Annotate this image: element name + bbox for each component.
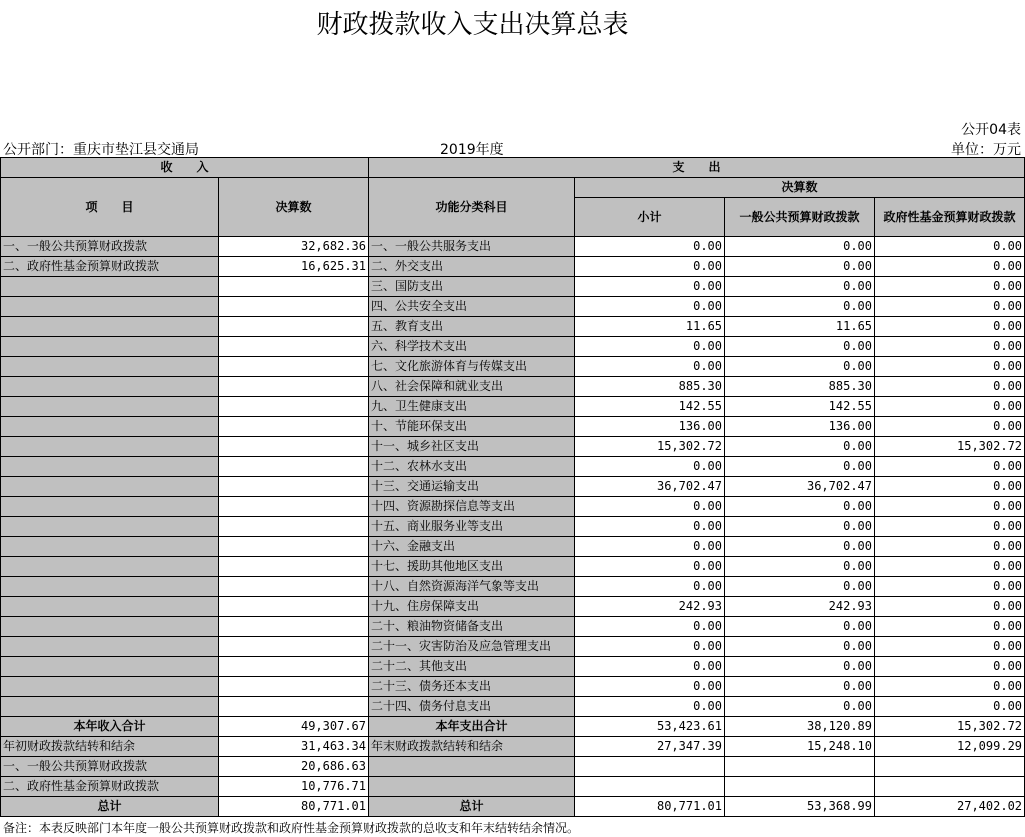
expense-item-label: 二、外交支出: [369, 257, 575, 277]
expense-subtotal: 0.00: [575, 657, 725, 677]
table-row: [1, 397, 1025, 417]
expense-subtotal: 0.00: [575, 357, 725, 377]
income-item-value: [219, 397, 369, 417]
table-row: [1, 457, 1025, 477]
expense-subtotal: 885.30: [575, 377, 725, 397]
empty-cell: [369, 777, 575, 797]
carry-detail-value: 10,776.71: [219, 777, 369, 797]
header-row-1: [1, 158, 1025, 178]
expense-general: 0.00: [725, 657, 875, 677]
year-total-row: [1, 717, 1025, 737]
expense-item-label: 五、教育支出: [369, 317, 575, 337]
expense-gov-fund: 0.00: [875, 537, 1025, 557]
expense-subtotal: 0.00: [575, 237, 725, 257]
unit-label: 单位：万元: [951, 142, 1021, 158]
expense-general: 242.93: [725, 597, 875, 617]
income-item-value: [219, 597, 369, 617]
income-item-value: 16,625.31: [219, 257, 369, 277]
empty-cell: [575, 757, 725, 777]
empty-cell: [369, 757, 575, 777]
carry-over-row: [1, 737, 1025, 757]
table-row: [1, 597, 1025, 617]
expense-gov-fund: 0.00: [875, 317, 1025, 337]
income-item-label: 二、政府性基金预算财政拨款: [1, 257, 219, 277]
header-row-2: [1, 178, 1025, 198]
income-item-value: [219, 557, 369, 577]
expense-item-label: 七、文化旅游体育与传媒支出: [369, 357, 575, 377]
income-item-value: [219, 337, 369, 357]
expense-gov-fund: 0.00: [875, 597, 1025, 617]
expense-item-label: 十、节能环保支出: [369, 417, 575, 437]
expense-general: 0.00: [725, 537, 875, 557]
income-item-label: [1, 457, 219, 477]
expense-item-label: 十九、住房保障支出: [369, 597, 575, 617]
carry-detail-value: 20,686.63: [219, 757, 369, 777]
expense-gov-fund: 0.00: [875, 577, 1025, 597]
income-item-value: [219, 377, 369, 397]
table-row: [1, 557, 1025, 577]
table-row: [1, 677, 1025, 697]
expense-subtotal: 0.00: [575, 617, 725, 637]
expense-gov-fund: 0.00: [875, 497, 1025, 517]
expense-gov-fund: 27,402.02: [875, 797, 1025, 817]
expense-general: 0.00: [725, 457, 875, 477]
expense-item-label: 二十、粮油物资储备支出: [369, 617, 575, 637]
table-row: [1, 517, 1025, 537]
expense-gov-fund: 0.00: [875, 517, 1025, 537]
expense-general: 0.00: [725, 497, 875, 517]
expense-general: 0.00: [725, 617, 875, 637]
expense-gov-fund: 0.00: [875, 557, 1025, 577]
expense-item-label: 十六、金融支出: [369, 537, 575, 557]
expense-general: 885.30: [725, 377, 875, 397]
expense-gov-fund: 0.00: [875, 297, 1025, 317]
income-item-value: [219, 697, 369, 717]
expense-subtotal: 27,347.39: [575, 737, 725, 757]
table-row: [1, 697, 1025, 717]
table-row: [1, 617, 1025, 637]
expense-item-label: 十三、交通运输支出: [369, 477, 575, 497]
income-item-value: [219, 357, 369, 377]
expense-item-label: 九、卫生健康支出: [369, 397, 575, 417]
expense-gov-fund: 0.00: [875, 677, 1025, 697]
income-item-label: [1, 337, 219, 357]
expense-gov-fund: 0.00: [875, 257, 1025, 277]
carry-detail-row: [1, 777, 1025, 797]
general-header: 一般公共预算财政拨款: [725, 198, 875, 237]
table-row: [1, 537, 1025, 557]
income-item-value: 32,682.36: [219, 237, 369, 257]
expense-subtotal: 0.00: [575, 577, 725, 597]
expense-subtotal: 0.00: [575, 697, 725, 717]
income-label: 年初财政拨款结转和结余: [1, 737, 219, 757]
amount-header: 决算数: [219, 178, 369, 237]
expense-general: 0.00: [725, 697, 875, 717]
expense-general: 0.00: [725, 257, 875, 277]
expense-gov-fund: 15,302.72: [875, 437, 1025, 457]
expense-item-label: 三、国防支出: [369, 277, 575, 297]
expense-item-label: 二十三、债务还本支出: [369, 677, 575, 697]
expense-item-label: 四、公共安全支出: [369, 297, 575, 317]
income-value: 80,771.01: [219, 797, 369, 817]
income-item-label: [1, 297, 219, 317]
expense-item-label: 一、一般公共服务支出: [369, 237, 575, 257]
income-item-label: [1, 417, 219, 437]
expense-item-label: 十四、资源勘探信息等支出: [369, 497, 575, 517]
expense-subtotal: 0.00: [575, 677, 725, 697]
table-row: [1, 637, 1025, 657]
expense-gov-fund: 0.00: [875, 477, 1025, 497]
income-item-value: [219, 677, 369, 697]
expense-header: 支 出: [369, 158, 1025, 178]
page-title: 财政拨款收入支出决算总表: [316, 10, 629, 40]
expense-gov-fund: 0.00: [875, 417, 1025, 437]
income-item-label: [1, 577, 219, 597]
income-label: 总计: [1, 797, 219, 817]
income-value: 31,463.34: [219, 737, 369, 757]
table-row: [1, 337, 1025, 357]
expense-gov-fund: 0.00: [875, 277, 1025, 297]
table-row: [1, 497, 1025, 517]
expense-general: 0.00: [725, 277, 875, 297]
income-item-label: [1, 637, 219, 657]
expense-general: 142.55: [725, 397, 875, 417]
expense-item-label: 十二、农林水支出: [369, 457, 575, 477]
table-row: [1, 297, 1025, 317]
income-item-value: [219, 617, 369, 637]
expense-subtotal: 0.00: [575, 277, 725, 297]
income-item-value: [219, 297, 369, 317]
expense-general: 0.00: [725, 357, 875, 377]
expense-gov-fund: 0.00: [875, 657, 1025, 677]
table-row: [1, 357, 1025, 377]
expense-subtotal: 0.00: [575, 637, 725, 657]
fiscal-year: 2019年度: [440, 142, 504, 158]
table-row: [1, 577, 1025, 597]
footnote: 备注：本表反映部门本年度一般公共预算财政拨款和政府性基金预算财政拨款的总收支和年末结转结余情况。: [3, 821, 580, 835]
expense-label: 本年支出合计: [369, 717, 575, 737]
expense-general: 0.00: [725, 577, 875, 597]
income-value: 49,307.67: [219, 717, 369, 737]
expense-subtotal: 11.65: [575, 317, 725, 337]
expense-gov-fund: 0.00: [875, 357, 1025, 377]
expense-gov-fund: 12,099.29: [875, 737, 1025, 757]
func-header: 功能分类科目: [369, 178, 575, 237]
table-row: [1, 377, 1025, 397]
expense-subtotal: 136.00: [575, 417, 725, 437]
income-item-label: [1, 377, 219, 397]
income-item-label: [1, 357, 219, 377]
expense-item-label: 十八、自然资源海洋气象等支出: [369, 577, 575, 597]
income-item-label: [1, 597, 219, 617]
expense-item-label: 十七、援助其他地区支出: [369, 557, 575, 577]
expense-general: 53,368.99: [725, 797, 875, 817]
income-item-label: [1, 277, 219, 297]
item-header: 项 目: [1, 178, 219, 237]
carry-detail-label: 二、政府性基金预算财政拨款: [1, 777, 219, 797]
income-item-label: [1, 517, 219, 537]
income-item-value: [219, 577, 369, 597]
table-row: [1, 257, 1025, 277]
table-row: [1, 277, 1025, 297]
expense-subtotal: 0.00: [575, 297, 725, 317]
income-item-value: [219, 277, 369, 297]
table-row: [1, 477, 1025, 497]
expense-general: 0.00: [725, 237, 875, 257]
expense-gov-fund: 15,302.72: [875, 717, 1025, 737]
subtotal-header: 小计: [575, 198, 725, 237]
expense-general: 0.00: [725, 337, 875, 357]
expense-subtotal: 80,771.01: [575, 797, 725, 817]
income-item-value: [219, 517, 369, 537]
expense-gov-fund: 0.00: [875, 237, 1025, 257]
expense-gov-fund: 0.00: [875, 457, 1025, 477]
income-item-value: [219, 637, 369, 657]
expense-label: 年末财政拨款结转和结余: [369, 737, 575, 757]
expense-item-label: 二十二、其他支出: [369, 657, 575, 677]
expense-general: 0.00: [725, 637, 875, 657]
income-item-label: [1, 317, 219, 337]
income-item-label: [1, 657, 219, 677]
expense-general: 0.00: [725, 437, 875, 457]
form-number: 公开04表: [961, 122, 1021, 138]
expense-subtotal: 0.00: [575, 517, 725, 537]
expense-general: 0.00: [725, 297, 875, 317]
income-item-label: [1, 477, 219, 497]
expense-general: 11.65: [725, 317, 875, 337]
department-label: 公开部门：重庆市垫江县交通局: [3, 142, 199, 158]
table-row: [1, 437, 1025, 457]
income-item-label: [1, 437, 219, 457]
expense-subtotal: 0.00: [575, 257, 725, 277]
expense-gov-fund: 0.00: [875, 637, 1025, 657]
expense-general: 0.00: [725, 677, 875, 697]
carry-detail-row: [1, 757, 1025, 777]
expense-gov-fund: 0.00: [875, 617, 1025, 637]
table-row: [1, 417, 1025, 437]
expense-gov-fund: 0.00: [875, 377, 1025, 397]
expense-subtotal: 142.55: [575, 397, 725, 417]
income-item-label: [1, 537, 219, 557]
income-item-value: [219, 457, 369, 477]
income-item-label: [1, 697, 219, 717]
grand-total-row: [1, 797, 1025, 817]
empty-cell: [875, 757, 1025, 777]
empty-cell: [575, 777, 725, 797]
income-item-label: [1, 397, 219, 417]
expense-subtotal: 0.00: [575, 537, 725, 557]
income-item-value: [219, 477, 369, 497]
gov-fund-header: 政府性基金预算财政拨款: [875, 198, 1025, 237]
expense-item-label: 二十一、灾害防治及应急管理支出: [369, 637, 575, 657]
table-row: [1, 657, 1025, 677]
expense-general: 36,702.47: [725, 477, 875, 497]
income-item-label: [1, 497, 219, 517]
income-item-value: [219, 437, 369, 457]
empty-cell: [725, 777, 875, 797]
expense-subtotal: 15,302.72: [575, 437, 725, 457]
income-item-label: 一、一般公共预算财政拨款: [1, 237, 219, 257]
expense-subtotal: 0.00: [575, 557, 725, 577]
expense-label: 总计: [369, 797, 575, 817]
expense-general: 136.00: [725, 417, 875, 437]
expense-subtotal: 242.93: [575, 597, 725, 617]
income-item-value: [219, 497, 369, 517]
expense-gov-fund: 0.00: [875, 697, 1025, 717]
expense-subtotal: 53,423.61: [575, 717, 725, 737]
income-label: 本年收入合计: [1, 717, 219, 737]
expense-item-label: 十五、商业服务业等支出: [369, 517, 575, 537]
income-item-label: [1, 557, 219, 577]
income-item-label: [1, 617, 219, 637]
expense-item-label: 二十四、债务付息支出: [369, 697, 575, 717]
expense-subtotal: 0.00: [575, 337, 725, 357]
expense-general: 0.00: [725, 517, 875, 537]
expense-gov-fund: 0.00: [875, 337, 1025, 357]
income-item-value: [219, 537, 369, 557]
expense-gov-fund: 0.00: [875, 397, 1025, 417]
empty-cell: [725, 757, 875, 777]
expense-subtotal: 0.00: [575, 497, 725, 517]
expense-general: 15,248.10: [725, 737, 875, 757]
empty-cell: [875, 777, 1025, 797]
carry-detail-label: 一、一般公共预算财政拨款: [1, 757, 219, 777]
expense-item-label: 八、社会保障和就业支出: [369, 377, 575, 397]
income-item-value: [219, 317, 369, 337]
income-header: 收 入: [1, 158, 369, 178]
table-row: [1, 317, 1025, 337]
income-item-value: [219, 417, 369, 437]
table-row: [1, 237, 1025, 257]
expense-subtotal: 36,702.47: [575, 477, 725, 497]
income-item-label: [1, 677, 219, 697]
budget-table: [0, 157, 1025, 817]
expense-general: 0.00: [725, 557, 875, 577]
final-header: 决算数: [575, 178, 1025, 198]
expense-general: 38,120.89: [725, 717, 875, 737]
expense-item-label: 六、科学技术支出: [369, 337, 575, 357]
expense-item-label: 十一、城乡社区支出: [369, 437, 575, 457]
income-item-value: [219, 657, 369, 677]
expense-subtotal: 0.00: [575, 457, 725, 477]
